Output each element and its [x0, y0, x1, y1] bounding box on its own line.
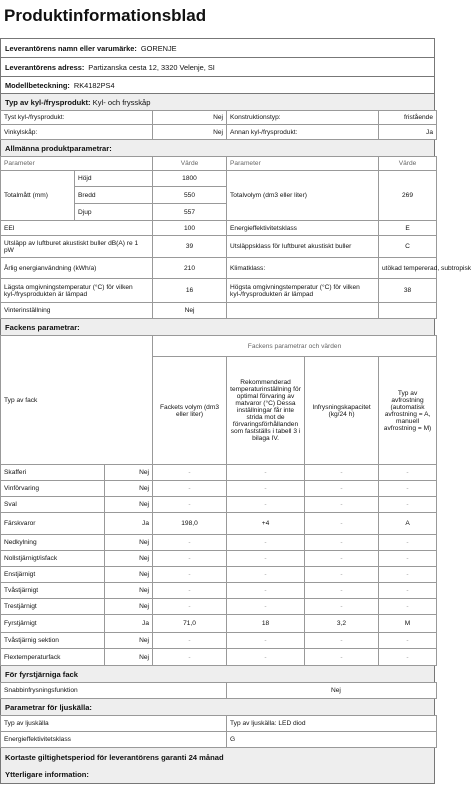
compartment-cell: -	[153, 497, 227, 513]
compartment-name: Tvåstjärnigt	[1, 583, 105, 599]
cell: fristående	[379, 111, 437, 125]
compartment-cell: Nej	[105, 649, 153, 666]
compartment-row	[1, 513, 437, 535]
compartment-cell: -	[305, 583, 379, 599]
table-row	[1, 125, 437, 140]
type-section-value: Kyl- och frysskåp	[92, 97, 151, 107]
light-class-value: G	[227, 732, 437, 748]
cell: E	[379, 221, 437, 236]
table-header-row	[1, 157, 437, 171]
compartment-cell: -	[305, 465, 379, 481]
table-header-row	[1, 336, 437, 357]
supplier-address-row	[0, 57, 435, 76]
dim-value: 1800	[153, 171, 227, 187]
cell: Tyst kyl-/frysprodukt:	[1, 111, 153, 125]
model-label: Modellbeteckning:	[5, 80, 70, 90]
compartment-cell: -	[153, 583, 227, 599]
compartment-cell: Nej	[105, 497, 153, 513]
cell: 39	[153, 236, 227, 258]
param-header: Parameter	[227, 157, 379, 171]
cell: Utsläppsklass för luftburet akustiskt buller	[227, 236, 379, 258]
cell: Nej	[153, 111, 227, 125]
cell: Lägsta omgivningstemperatur (°C) för vilken kyl-/frysprodukten är lämpad	[1, 279, 153, 303]
table-row	[1, 221, 437, 236]
compartment-row	[1, 615, 437, 633]
compartment-rows	[1, 465, 437, 666]
compartment-cell: -	[227, 599, 305, 615]
cell: C	[379, 236, 437, 258]
light-type-value-text: LED diod	[278, 720, 306, 727]
supplier-name-row	[0, 38, 435, 57]
compartment-cell: -	[305, 633, 379, 649]
param-header: Parameter	[1, 157, 153, 171]
supplier-address-value: Partizanska cesta 12, 3320 Velenje, SI	[88, 62, 215, 72]
col-temp-header: Rekommenderad temperaturinställning för optimal förvaring av matvaror (°C) Dessa inställningar får inte strida mot de förvaringsförhållanden som fastställs i tabell 3 i bilaga IV.	[227, 357, 305, 465]
cell: Ja	[379, 125, 437, 140]
compartment-cell: -	[379, 633, 437, 649]
dim-label: Totalmått (mm)	[1, 171, 75, 221]
table-row	[1, 732, 437, 748]
light-class-label: Energieffektivitetsklass	[1, 732, 227, 748]
compartment-row	[1, 567, 437, 583]
fast-freeze-value: Nej	[227, 683, 437, 699]
compartment-cell: -	[379, 535, 437, 551]
compartment-cell: Nej	[105, 583, 153, 599]
compartment-cell: -	[153, 649, 227, 666]
table-row	[1, 716, 437, 732]
compartment-cell: -	[379, 481, 437, 497]
compartment-cell: -	[305, 513, 379, 535]
compartments-table	[0, 335, 437, 666]
compartment-cell: Nej	[105, 481, 153, 497]
compartment-row	[1, 551, 437, 567]
compartment-row	[1, 583, 437, 599]
compartment-cell: -	[153, 481, 227, 497]
compartment-cell: -	[227, 583, 305, 599]
compartment-cell: -	[305, 599, 379, 615]
additional-info-row	[0, 766, 435, 784]
lighting-section-header	[0, 699, 435, 715]
cell: Årlig energianvändning (kWh/a)	[1, 258, 153, 279]
table-row	[1, 171, 437, 187]
compartment-cell: -	[379, 599, 437, 615]
lighting-label: Parametrar för ljuskälla:	[5, 702, 92, 712]
compartment-cell: -	[153, 551, 227, 567]
compartment-name: Flextemperaturfack	[1, 649, 105, 666]
type-section-label: Typ av kyl-/frysprodukt:	[5, 97, 91, 107]
compartment-cell: Nej	[105, 465, 153, 481]
compartment-type-header: Typ av fack	[1, 336, 153, 465]
compartment-name: Nollstjärnigt/isfack	[1, 551, 105, 567]
cell: Klimatklass:	[227, 258, 379, 279]
compartment-cell: -	[305, 567, 379, 583]
col-volume-header: Fackets volym (dm3 eller liter)	[153, 357, 227, 465]
table-row	[1, 258, 437, 279]
value-header: Värde	[379, 157, 437, 171]
supplier-name-label: Leverantörens namn eller varumärke:	[5, 43, 137, 53]
lighting-table	[0, 715, 437, 748]
compartment-cell: 18	[227, 615, 305, 633]
compartment-cell: M	[379, 615, 437, 633]
compartment-cell: -	[227, 551, 305, 567]
compartment-cell: 3,2	[305, 615, 379, 633]
type-section-header	[0, 94, 435, 110]
cell: Konstruktionstyp:	[227, 111, 379, 125]
compartment-name: Sval	[1, 497, 105, 513]
compartment-cell: Nej	[105, 599, 153, 615]
compartment-group-header: Fackens parametrar och värden	[153, 336, 437, 357]
cell: 16	[153, 279, 227, 303]
dim-name: Höjd	[75, 171, 153, 187]
warranty-label: Kortaste giltighetsperiod för leverantörens garanti	[5, 752, 187, 762]
table-row	[1, 111, 437, 125]
compartment-cell: 198,0	[153, 513, 227, 535]
compartment-cell: -	[379, 551, 437, 567]
dim-value: 557	[153, 204, 227, 221]
general-section-header	[0, 140, 435, 156]
supplier-name-value: GORENJE	[140, 43, 177, 53]
light-type-value	[227, 716, 437, 732]
col-freeze-header: Infrysningskapacitet (kg/24 h)	[305, 357, 379, 465]
cell: 38	[379, 279, 437, 303]
compartment-cell: -	[379, 465, 437, 481]
page-title: Produktinformationsblad	[4, 6, 207, 25]
compartment-cell: -	[227, 465, 305, 481]
supplier-address-label: Leverantörens adress:	[5, 62, 85, 72]
fast-freeze-label: Snabbinfrysningsfunktion	[1, 683, 227, 699]
cell: Annan kyl-/frysprodukt:	[227, 125, 379, 140]
table-row	[1, 279, 437, 303]
compartment-cell: -	[153, 535, 227, 551]
compartment-cell: -	[305, 481, 379, 497]
four-star-label: För fyrstjärniga fack	[5, 669, 79, 679]
cell: EEI	[1, 221, 153, 236]
additional-info-label: Ytterligare information:	[5, 770, 89, 779]
compartment-cell: Nej	[105, 551, 153, 567]
empty-cell	[379, 303, 437, 319]
table-row	[1, 236, 437, 258]
compartment-name: Trestjärnigt	[1, 599, 105, 615]
compartment-cell: +4	[227, 513, 305, 535]
dim-value: 550	[153, 187, 227, 204]
winter-value: Nej	[153, 303, 227, 319]
compartment-cell: -	[153, 599, 227, 615]
compartment-cell: -	[305, 551, 379, 567]
cell: Vinkylskåp:	[1, 125, 153, 140]
compartment-cell: A	[379, 513, 437, 535]
compartment-cell: -	[227, 535, 305, 551]
compartment-name: Enstjärnigt	[1, 567, 105, 583]
general-section-label: Allmänna produktparametrar:	[5, 143, 112, 153]
light-type-label: Typ av ljuskälla	[1, 716, 227, 732]
compartment-cell: -	[153, 567, 227, 583]
compartment-cell: -	[379, 567, 437, 583]
winter-label: Vinterinställning	[1, 303, 153, 319]
compartment-row	[1, 599, 437, 615]
compartments-section-header	[0, 319, 435, 335]
cell: 100	[153, 221, 227, 236]
type-table	[0, 110, 437, 140]
compartment-row	[1, 497, 437, 513]
cell: Utsläpp av luftburet akustiskt buller dB(A) re 1 pW	[1, 236, 153, 258]
compartment-name: Tvåstjärnig sektion	[1, 633, 105, 649]
compartment-name: Fyrstjärnigt	[1, 615, 105, 633]
compartment-cell: -	[153, 465, 227, 481]
compartment-cell: -	[227, 649, 305, 666]
compartment-row	[1, 465, 437, 481]
compartment-cell: -	[305, 535, 379, 551]
volume-value: 269	[379, 171, 437, 221]
cell: Högsta omgivningstemperatur (°C) för vilken kyl-/frysprodukten är lämpad	[227, 279, 379, 303]
table-row	[1, 303, 437, 319]
general-table	[0, 156, 471, 319]
model-row	[0, 76, 435, 94]
model-value: RK4182PS4	[73, 80, 115, 90]
compartment-cell: Ja	[105, 615, 153, 633]
compartment-cell: Nej	[105, 567, 153, 583]
compartment-cell: -	[305, 649, 379, 666]
compartment-cell: -	[227, 633, 305, 649]
cell: Energieffektivitetsklass	[227, 221, 379, 236]
four-star-table	[0, 682, 437, 699]
value-header: Värde	[153, 157, 227, 171]
compartment-cell: -	[153, 633, 227, 649]
compartment-cell: Ja	[105, 513, 153, 535]
compartments-section-label: Fackens parametrar:	[5, 322, 80, 332]
warranty-value: 24 månad	[188, 752, 224, 762]
compartment-cell: -	[227, 567, 305, 583]
four-star-section-header	[0, 666, 435, 682]
dim-name: Bredd	[75, 187, 153, 204]
compartment-row	[1, 481, 437, 497]
compartment-row	[1, 649, 437, 666]
compartment-cell: -	[379, 583, 437, 599]
light-type-value-label: Typ av ljuskälla:	[230, 720, 277, 727]
compartment-cell: -	[379, 497, 437, 513]
col-defrost-header: Typ av avfrostning (automatisk avfrostning = A, manuell avfrostning = M)	[379, 357, 437, 465]
compartment-cell: -	[379, 649, 437, 666]
compartment-cell: Nej	[105, 633, 153, 649]
cell: utökad tempererad, subtropisk	[379, 258, 437, 279]
compartment-cell: -	[227, 497, 305, 513]
warranty-row	[0, 748, 435, 766]
cell: 210	[153, 258, 227, 279]
compartment-name: Färskvaror	[1, 513, 105, 535]
compartment-cell: Nej	[105, 535, 153, 551]
table-row	[1, 683, 437, 699]
volume-label: Totalvolym (dm3 eller liter)	[227, 171, 379, 221]
empty-cell	[227, 303, 379, 319]
compartment-row	[1, 633, 437, 649]
compartment-row	[1, 535, 437, 551]
cell: Nej	[153, 125, 227, 140]
compartment-name: Skafferi	[1, 465, 105, 481]
dim-name: Djup	[75, 204, 153, 221]
compartment-cell: -	[227, 481, 305, 497]
compartment-name: Vinförvaring	[1, 481, 105, 497]
compartment-name: Nedkylning	[1, 535, 105, 551]
compartment-cell: -	[305, 497, 379, 513]
compartment-cell: 71,0	[153, 615, 227, 633]
